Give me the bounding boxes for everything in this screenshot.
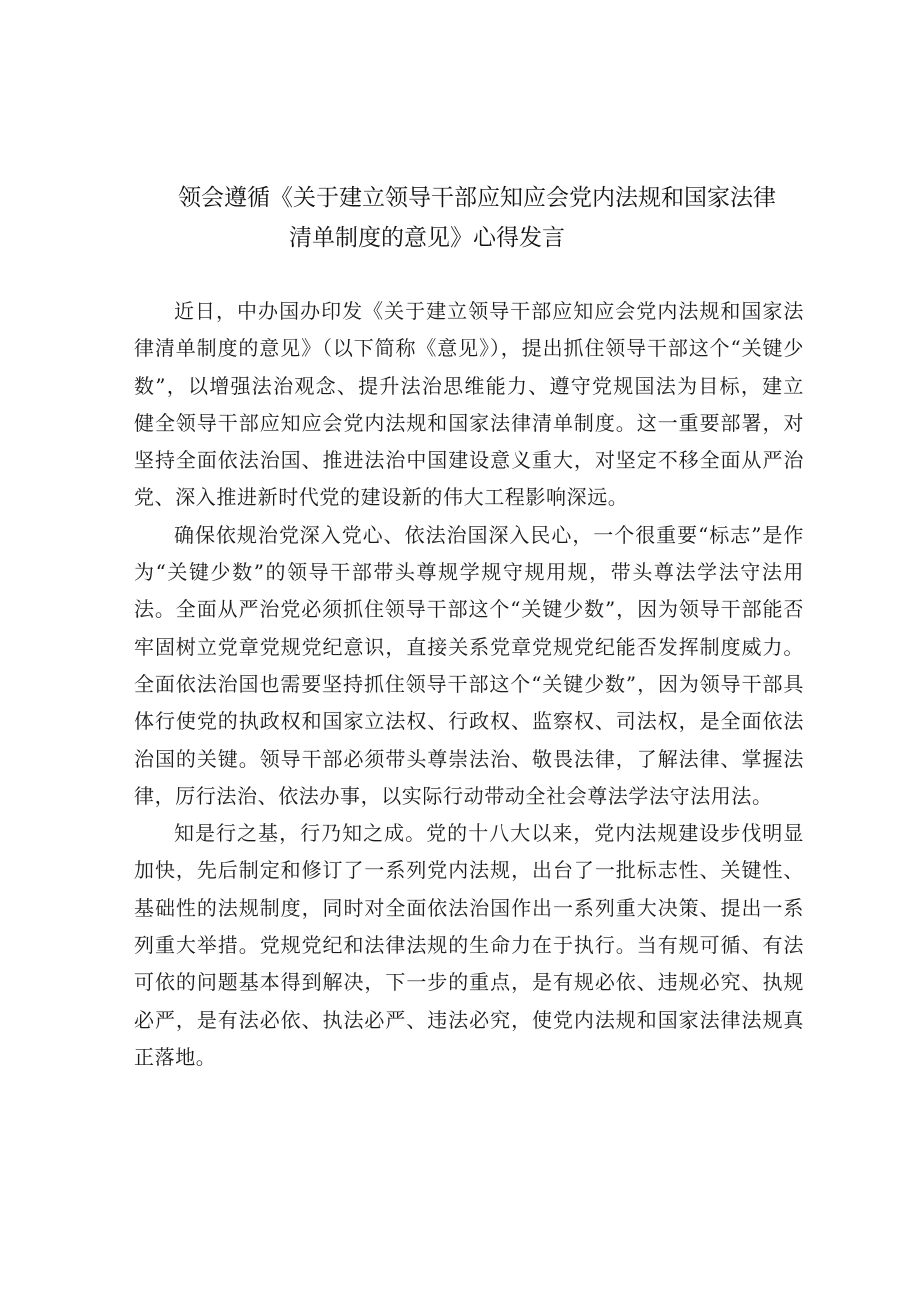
- paragraph: 知是行之基，行乃知之成。党的十八大以来，党内法规建设步伐明显加快，先后制定和修订了一系列党内法规，出台了一批标志性、关键性、基础性的法规制度，同时对全面依法治国作出一系列重大决策、提出一系列重大举措。党规党纪和法律法规的生命力在于执行。当有规可循、有法可依的问题基本得到解决，下一步的重点，是有规必依、违规必究、执规必严，是有法必依、执法必严、违法必究，使党内法规和国家法律法规真正落地。: [134, 821, 804, 1069]
- document-title: [0, 178, 920, 258]
- paragraph: 确保依规治党深入党心、依法治国深入民心，一个很重要“标志”是作为“关键少数”的领导干部带头尊规学规守规用规，带头尊法学法守法用法。全面从严治党必须抓住领导干部这个“关键少数”，因为领导干部能否牢固树立党章党规党纪意识，直接关系党章党规党纪能否发挥制度威力。全面依法治国也需要坚持抓住领导干部这个“关键少数”，因为领导干部具体行使党的执政权和国家立法权、行政权、监察权、司法权，是全面依法治国的关键。领导干部必须带头尊崇法治、敬畏法律，了解法律、掌握法律，厉行法治、依法办事，以实际行动带动全社会尊法学法守法用法。: [134, 522, 804, 808]
- title-line-1: 领会遵循《关于建立领导干部应知应会党内法规和国家法律: [178, 185, 776, 212]
- title-line-2: 清单制度的意见》心得发言: [289, 225, 565, 252]
- document-body: [134, 293, 804, 1076]
- paragraph: 近日，中办国办印发《关于建立领导干部应知应会党内法规和国家法律清单制度的意见》（以下简称《意见》），提出抓住领导干部这个“关键少数”，以增强法治观念、提升法治思维能力、遵守党规国法为目标，建立健全领导干部应知应会党内法规和国家法律清单制度。这一重要部署，对坚持全面依法治国、推进法治中国建设意义重大，对坚定不移全面从严治党、深入推进新时代党的建设新的伟大工程影响深远。: [134, 299, 804, 510]
